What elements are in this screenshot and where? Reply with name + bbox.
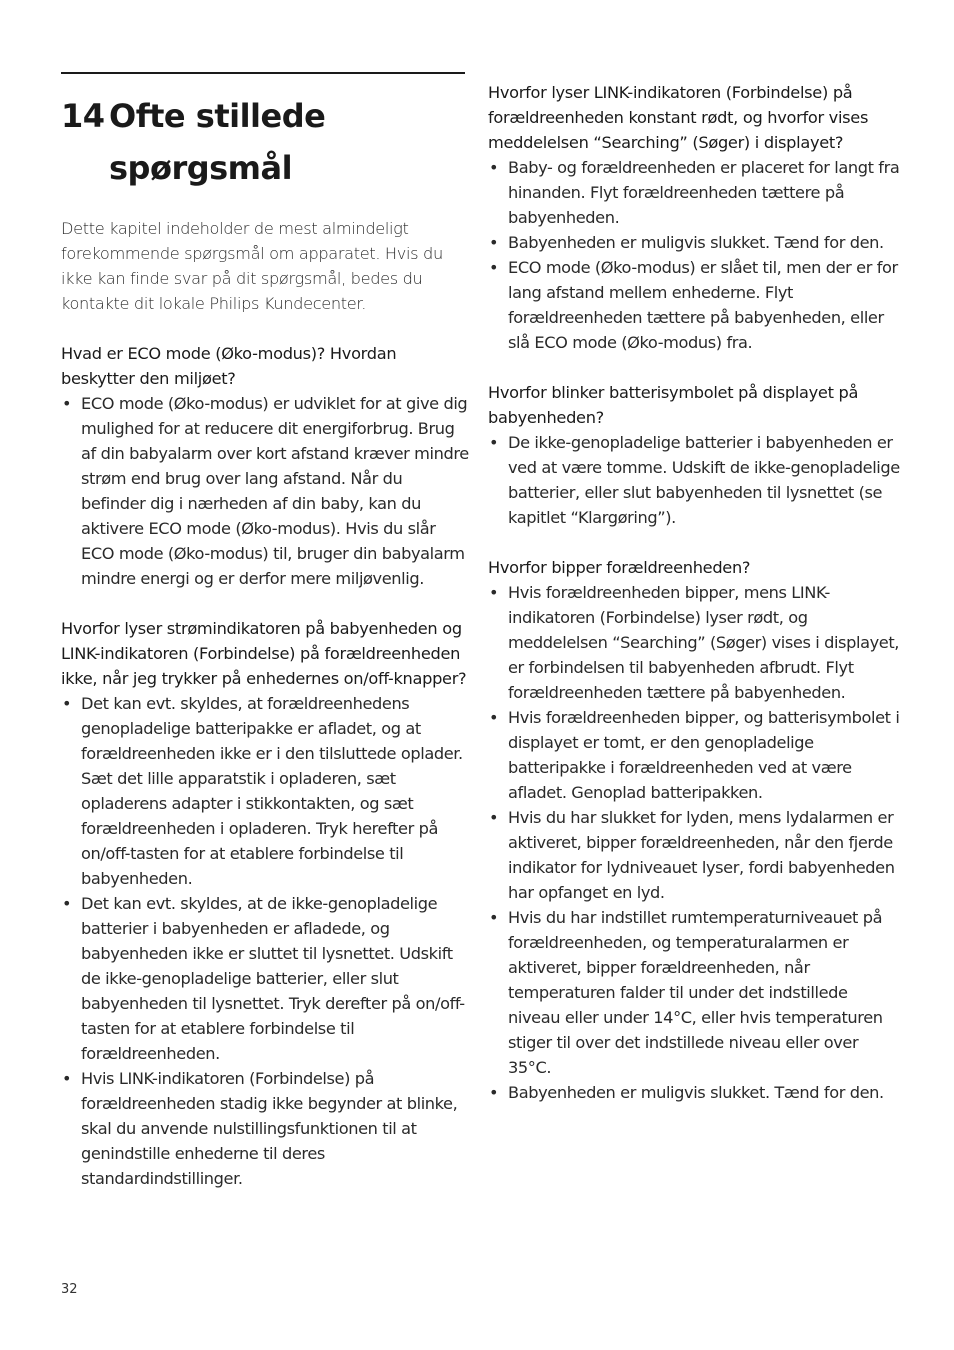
faq-answer-item (61, 691, 469, 891)
bullet-glyph: • (489, 258, 499, 277)
faq-answer-text: Hvis du har slukket for lyden, mens lydalarmen er aktiveret, bipper forældreenheden, når den fjerde indikator for lydniveauet lyser, fordi babyenheden har opfanget en lyd. (508, 808, 895, 902)
faq-answer-item (488, 580, 900, 705)
faq-answer-text: ECO mode (Øko-modus) er udviklet for at give dig mulighed for at reducere dit energiforbrug. Brug af din babyalarm over kort afstand kræver mindre strøm end brug over lang afstand. Når du befinder dig i nærheden af din baby, kan du aktivere ECO mode (Øko-modus). Hvis du slår ECO mode (Øko-modus) til, bruger din babyalarm mindre energi og er derfor mere miljøvenlig. (81, 394, 469, 588)
bullet-glyph: • (489, 233, 499, 252)
page-number: 32 (61, 1282, 78, 1297)
left-column (61, 90, 469, 1191)
faq-answer-item (488, 705, 900, 805)
bullet-glyph: • (489, 808, 499, 827)
faq-answer-item (488, 430, 900, 530)
faq-answer-list (488, 580, 900, 1105)
faq-answer-item (61, 391, 469, 591)
faq-question: Hvad er ECO mode (Øko-modus)? Hvordan beskytter den miljøet? (61, 344, 397, 388)
faq-answer-text: ECO mode (Øko-modus) er slået til, men der er for lang afstand mellem enhederne. Flyt forældreenheden tættere på babyenheden, eller slå ECO mode (Øko-modus) fra. (508, 258, 898, 352)
faq-answer-list (488, 430, 900, 530)
chapter-title-line2: spørgsmål (109, 149, 293, 187)
faq-section (61, 341, 469, 591)
faq-section (488, 555, 900, 1105)
faq-answer-item (488, 805, 900, 905)
chapter-title-line1: Ofte stillede (109, 97, 326, 135)
faq-question: Hvorfor bipper forældreenheden? (488, 558, 751, 577)
faq-answer-text: Hvis forældreenheden bipper, og batterisymbolet i displayet er tomt, er den genopladelige batteripakke i forældreenheden ved at være afladet. Genoplad batteripakken. (508, 708, 900, 802)
faq-answer-text: Hvis forældreenheden bipper, mens LINK-indikatoren (Forbindelse) lyser rødt, og meddelelsen “Searching” (Søger) vises i displayet, er forbindelsen til babyenheden afbrudt. Flyt forældreenheden tættere på babyenheden. (508, 583, 900, 702)
bullet-glyph: • (489, 708, 499, 727)
faq-answer-item (488, 255, 900, 355)
bullet-glyph: • (62, 894, 72, 913)
faq-question: Hvorfor lyser strømindikatoren på babyenheden og LINK-indikatoren (Forbindelse) på forældreenheden ikke, når jeg trykker på enhedernes on/off-knapper? (61, 619, 467, 688)
faq-answer-text: Det kan evt. skyldes, at de ikke-genopladelige batterier i babyenheden er afladede, og babyenheden ikke er sluttet til lysnettet. Udskift de ikke-genopladelige batterier, eller slut babyenheden til lysnettet. Tryk derefter på on/off-tasten for at etablere forbindelse til forældreenheden. (81, 894, 465, 1063)
faq-question: Hvorfor lyser LINK-indikatoren (Forbindelse) på forældreenheden konstant rødt, og hvorfor vises meddelelsen “Searching” (Søger) i displayet? (488, 83, 869, 152)
faq-section (61, 616, 469, 1191)
faq-answer-list (488, 155, 900, 355)
faq-answer-text: Det kan evt. skyldes, at forældreenhedens genopladelige batteripakke er afladet, og at forældreenheden ikke er i den tilsluttede oplader. Sæt det lille apparatstik i opladeren, sæt opladerens adapter i stikkontakten, og sæt forældreenheden i opladeren. Tryk herefter på on/off-tasten for at etablere forbindelse til babyenheden. (81, 694, 463, 888)
bullet-glyph: • (62, 694, 72, 713)
chapter-number: 14 (61, 97, 105, 135)
faq-answer-text: De ikke-genopladelige batterier i babyenheden er ved at være tomme. Udskift de ikke-genopladelige batterier, eller slut babyenheden til lysnettet (se kapitlet “Klargøring”). (508, 433, 900, 527)
right-column (488, 80, 900, 1105)
faq-answer-item (488, 155, 900, 230)
faq-answer-text: Babyenheden er muligvis slukket. Tænd for den. (508, 1083, 884, 1102)
header-rule (61, 72, 465, 74)
chapter-title (61, 90, 469, 194)
faq-answer-item (488, 230, 900, 255)
faq-answer-text: Baby- og forældreenheden er placeret for langt fra hinanden. Flyt forældreenheden tættere på babyenheden. (508, 158, 900, 227)
faq-answer-text: Hvis LINK-indikatoren (Forbindelse) på forældreenheden stadig ikke begynder at blinke, skal du anvende nulstillingsfunktionen til at genindstille enhederne til deres standardindstillinger. (81, 1069, 458, 1188)
bullet-glyph: • (489, 583, 499, 602)
faq-answer-item (488, 1080, 900, 1105)
bullet-glyph: • (489, 1083, 499, 1102)
faq-section (488, 80, 900, 355)
faq-section (488, 380, 900, 530)
faq-answer-item (61, 1066, 469, 1191)
bullet-glyph: • (489, 908, 499, 927)
bullet-glyph: • (62, 1069, 72, 1088)
faq-answer-list (61, 691, 469, 1191)
faq-answer-text: Hvis du har indstillet rumtemperaturniveauet på forældreenheden, og temperaturalarmen er aktiveret, bipper forældreenheden, når temperaturen falder til under det indstillede niveau eller under 14°C, eller hvis temperaturen stiger til over det indstillede niveau eller over 35°C. (508, 908, 883, 1077)
bullet-glyph: • (489, 158, 499, 177)
bullet-glyph: • (489, 433, 499, 452)
faq-answer-item (61, 891, 469, 1066)
bullet-glyph: • (62, 394, 72, 413)
faq-answer-item (488, 905, 900, 1080)
intro-paragraph: Dette kapitel indeholder de mest almindeligt forekommende spørgsmål om apparatet. Hvis du ikke kan finde svar på dit spørgsmål, bedes du kontakte dit lokale Philips Kundecenter. (61, 219, 443, 313)
faq-answer-list (61, 391, 469, 591)
faq-question: Hvorfor blinker batterisymbolet på displayet på babyenheden? (488, 383, 859, 427)
faq-answer-text: Babyenheden er muligvis slukket. Tænd for den. (508, 233, 884, 252)
